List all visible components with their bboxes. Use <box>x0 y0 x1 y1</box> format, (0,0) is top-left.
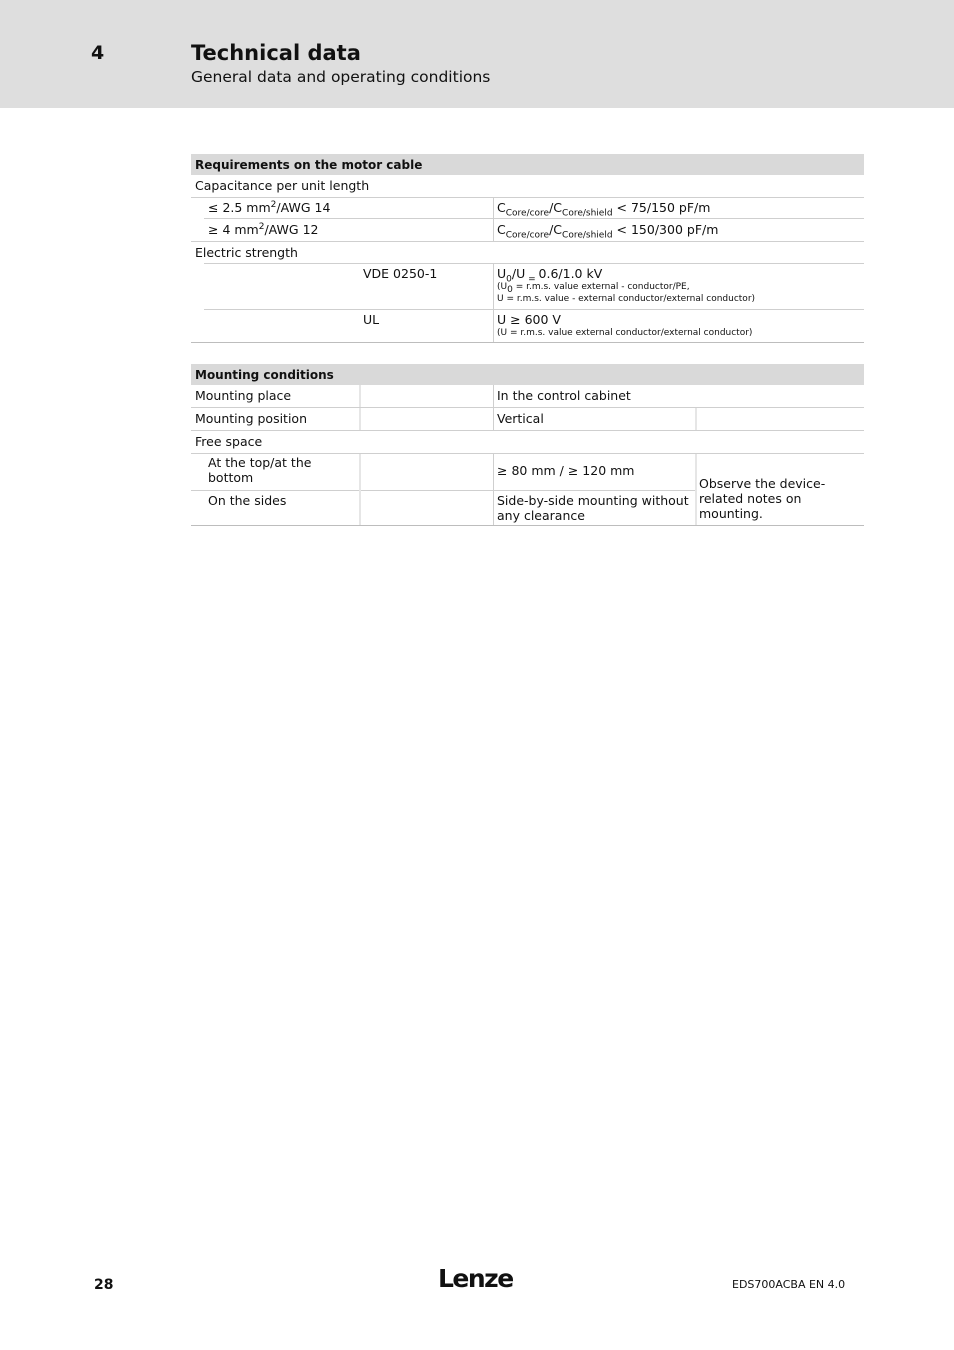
free-space-label: Free space <box>195 434 263 449</box>
table-row <box>191 310 864 343</box>
vde-value: $U_0/U$ $_=$ 0.6/1.0 kV ($U_0 = r.m.s$. value external - conductor/PE, U = r.m.s. value - external conductor/external conductor) <box>497 266 756 304</box>
chapter-header <box>0 0 954 108</box>
chapter-number: 4 <box>91 42 105 64</box>
mounting-table-title: Mounting conditions <box>191 364 864 385</box>
section-title: General data and operating conditions <box>191 68 491 86</box>
mounting-position-label: Mounting position <box>195 411 307 426</box>
mounting-conditions-table <box>191 364 864 526</box>
cap-row-1-value: $C_{Core/core}/C_{Core/shield} < 75/150$ pF/m <box>497 200 711 219</box>
document-id: EDS700ACBA EN 4.0 <box>732 1278 846 1291</box>
mounting-remark: Observe the device-related notes on mounting. <box>699 476 826 521</box>
table-row <box>191 175 864 198</box>
table-row <box>191 242 864 264</box>
capacitance-label: Capacitance per unit length <box>195 178 370 193</box>
mounting-position-value: Vertical <box>497 411 544 426</box>
mounting-place-value: In the control cabinet <box>497 388 631 403</box>
ul-standard: UL <box>363 312 380 327</box>
sides-label: On the sides <box>208 493 287 508</box>
mounting-place-label: Mounting place <box>195 388 292 403</box>
sides-value: Side-by-side mounting without any clearance <box>497 493 689 523</box>
table-row <box>191 198 864 219</box>
motor-cable-table <box>191 154 864 343</box>
vde-standard: VDE 0250-1 <box>363 266 438 281</box>
table-row <box>191 264 864 310</box>
cap-row-1-label: ≤ 2.5 $mm^2$/AWG 14 <box>208 199 331 215</box>
top-bottom-label: At the top/at the bottom <box>208 455 312 485</box>
electric-strength-label: Electric strength <box>195 245 298 260</box>
table-row <box>191 431 864 454</box>
page-number: 28 <box>94 1277 114 1293</box>
cap-row-2-value: $C_{Core/core}/C_{Core/shield} < 150/300$ pF/m <box>497 222 719 241</box>
table-row <box>191 219 864 242</box>
cap-row-2-label: ≥ 4 $mm^2$/AWG 12 <box>208 221 319 237</box>
vde-note: ($U_0 = r.m.s$. value external - conductor/PE, U = r.m.s. value - external conductor/external conductor) <box>497 282 756 304</box>
free-space-block <box>191 454 864 526</box>
lenze-logo: Lenze <box>438 1264 513 1293</box>
chapter-title: Technical data <box>191 41 361 65</box>
table-row <box>191 385 864 408</box>
top-bottom-value: ≥ 80 mm / ≥ 120 mm <box>497 463 635 478</box>
ul-note: (U = r.m.s. value external conductor/external conductor) <box>497 328 753 338</box>
motor-cable-table-title: Requirements on the motor cable <box>191 154 864 175</box>
ul-value: U ≥ 600 V (U = r.m.s. value external conductor/external conductor) <box>497 312 753 338</box>
table-row <box>191 408 864 431</box>
